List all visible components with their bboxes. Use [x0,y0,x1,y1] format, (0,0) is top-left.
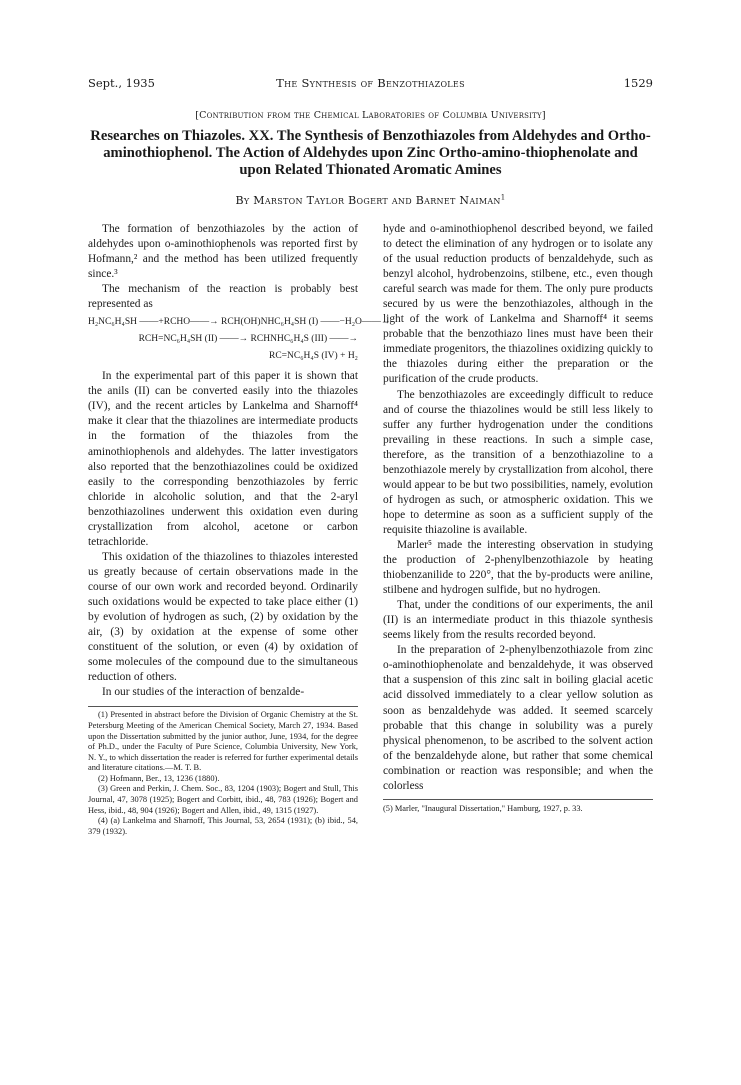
paragraph: This oxidation of the thiazolines to thiazoles interested us greatly because of certain observations made in the course of our own work and recorded beyond. Ordinarily such oxidations would be expected to take place either (1) by evolution of hydrogen as such, (2) by oxidation by the air, (3) by oxidation at the expense of some other constituent of the solution, or even (4) by oxidation of some molecules of the compound due to the simultaneous reduction of others. [88,550,358,684]
paragraph: hyde and o-aminothiophenol described beyond, we failed to detect the elimination of any hydrogen or to isolate any of the usual reduction products of benzaldehyde, such as benzyl alcohol, hydrobenzoins, stilbene, etc., even though careful search was made for them. The only pure products secured by us were the benzothiazoles, although in the light of the work of Lankelma and Sharnoff⁴ it seems probable that the benzothiazo lines must have been their immediate progenitors, the thiazolines oxidizing quickly to the thiazoles during either the preparation or the purification of the crude products. [383,223,653,386]
reaction-step-3: RC=NC₆H₄S (IV) + H₂ [268,351,358,362]
paragraph: The mechanism of the reaction is probably best represented as [88,283,358,311]
header-running-title: The Synthesis of Benzothiazoles [276,76,465,90]
paragraph: In our studies of the interaction of benzalde- [102,686,305,699]
running-header [88,76,653,92]
footnote: (4) (a) Lankelma and Sharnoff, This Journal, 53, 2654 (1931); (b) ibid., 54, 379 (1932). [88,816,358,836]
left-column [88,222,391,837]
article-title: Researches on Thiazoles. XX. The Synthesis of Benzothiazoles from Aldehydes and Ortho-aminothiophenol. The Action of Aldehydes upon Zinc Ortho-amino-thiophenolate and upon Related Thionated Aromatic Amines [90,128,651,178]
paragraph: The benzothiazoles are exceedingly difficult to reduce and of course the thiazolines would be still less likely to suffer any further hydrogenation under the conditions prevailing in these reactions. In such a simple case, therefore, as the transition of a benzothiazoline to a benzothiazole merely by crystallization from alcohol, there would appear to be but two possibilities, namely, evolution of hydrogen as such, or atmospheric oxidation. This we hope to determine as soon as a sufficient supply of the requisite thiazoline is available. [383,388,653,536]
header-page-number: 1529 [623,76,653,90]
footnote: (1) Presented in abstract before the Division of Organic Chemistry at the St. Petersburg Meeting of the American Chemical Society, March 27, 1934. Based upon the Dissertation submitted by the junior author, June, 1934, for the degree of Ph.D., under the Faculty of Pure Science, Columbia University, New York, N. Y., to which dissertation the reader is referred for further experimental details and literature citations.—M. T. B. [88,710,358,773]
right-column [383,222,653,814]
paragraph: The formation of benzothiazoles by the action of aldehydes upon o-aminothiophenols was reported first by Hofmann,² and the method has been utilized frequently since.³ [88,223,358,281]
footnote: (5) Marler, "Inaugural Dissertation," Hamburg, 1927, p. 33. [383,799,653,814]
paragraph: In the preparation of 2-phenylbenzothiazole from zinc o-aminothiophenolate and benzaldehyde, it was observed that a suspension of this zinc salt in boiling glacial acetic acid dissolved immediately to a clear yellow solution as soon as benzaldehyde was added. It seemed scarcely probable that this change in solubility was a purely physical phenomenon, to be ascribed to the solvent action of the benzaldehyde alone, but rather that some chemical combination or reaction was responsible; and when the colorless [383,644,653,792]
footnote: (3) Green and Perkin, J. Chem. Soc., 83, 1204 (1903); Bogert and Stull, This Journal, 47, 3078 (1925); Bogert and Corbitt, ibid., 48, 783 (1926); Bogert and Hess, ibid., 48, 904 (1926); Bogert and Allen, ibid., 49, 1315 (1927). [88,784,358,815]
reaction-scheme [88,314,391,365]
reaction-step-1: H₂NC₆H₄SH ——+RCHO——→ RCH(OH)NHC₆H₄SH (I) ——−H₂O——→ [88,317,391,328]
reaction-step-2: RCH=NC₆H₄SH (II) ——→ RCHNHC₆H₄S (III) ——→ [138,334,358,345]
author-names: By Marston Taylor Bogert and Barnet Naiman [235,194,501,207]
footnote: (2) Hofmann, Ber., 13, 1236 (1880). [98,773,220,783]
byline [0,194,741,207]
paragraph: That, under the conditions of our experiments, the anil (II) is an intermediate product in this thiazole synthesis seems likely from the results recorded beyond. [383,599,653,642]
paragraph: Marler⁵ made the interesting observation in studying the production of 2-phenylbenzothiazole by heating thiobenzanilide to 220°, that the by-products were aniline, stilbene and hydrogen sulfide, but no hydrogen. [383,538,653,597]
byline-footnote-marker: 1 [500,193,506,202]
footnote-divider [88,706,358,707]
paragraph: In the experimental part of this paper it is shown that the anils (II) can be converted easily into the thiazoles (IV), and the recent articles by Lankelma and Sharnoff⁴ make it clear that the thiazolines are intermediate products in the formation of the thiazoles from the aminothiophenols and aldehydes. The latter investigators also reported that the benzothiazolines could be oxidized easily to the corresponding benzothiazoles by ferric chloride in alcoholic solution, and that the 2-aryl benzothiazolines underwent this oxidation even during crystallization from alcohol, acetone or carbon tetrachloride. [88,370,358,548]
header-date: Sept., 1935 [88,76,155,90]
contribution-line: [Contribution from the Chemical Laboratories of Columbia University] [195,110,546,121]
